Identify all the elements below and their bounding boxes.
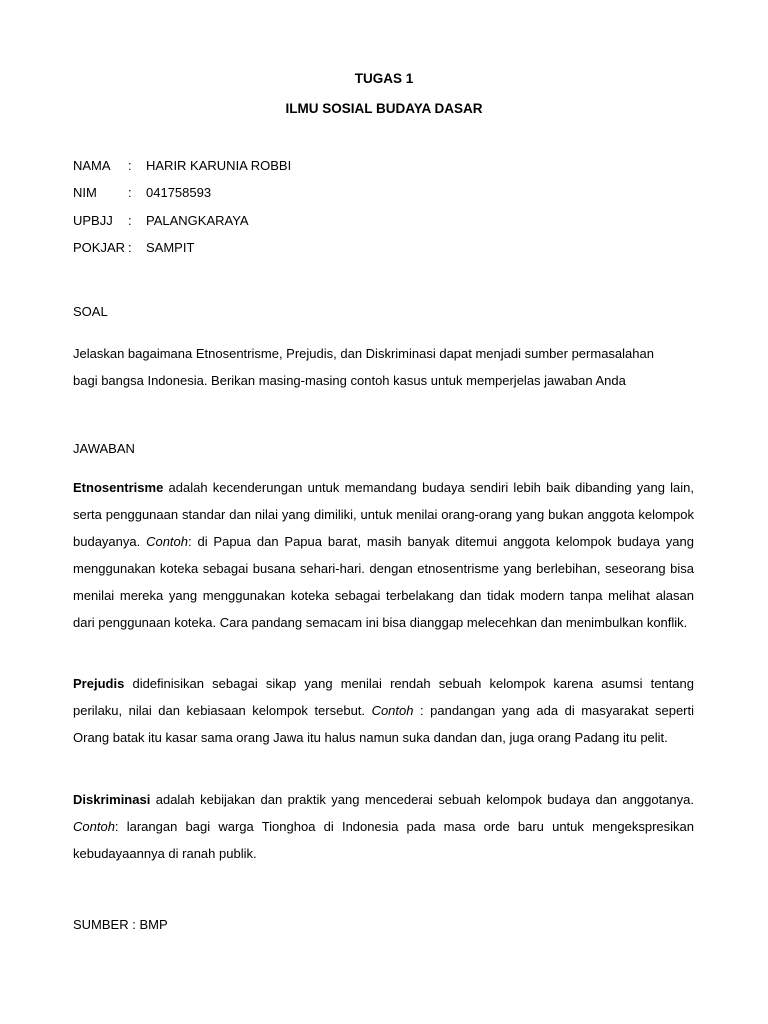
document-title: TUGAS 1: [354, 71, 414, 86]
soal-line: Jelaskan bagaimana Etnosentrisme, Prejudis, dan Diskriminasi dapat menjadi sumber permasalahan: [73, 346, 654, 361]
definition-text: adalah kebijakan dan praktik yang mencederai sebuah kelompok budaya dan anggotanya.: [150, 792, 694, 807]
paragraph-diskriminasi: [73, 786, 694, 867]
identity-colon: :: [128, 158, 132, 173]
identity-value: PALANGKARAYA: [146, 212, 249, 228]
identity-label: NAMA: [73, 158, 111, 173]
identity-colon: :: [128, 212, 132, 228]
document-subtitle: ILMU SOSIAL BUDAYA DASAR: [285, 101, 483, 116]
example-label: Contoh: [73, 819, 115, 834]
term-prejudis: Prejudis: [73, 676, 125, 691]
identity-label: POKJAR: [73, 239, 126, 255]
identity-colon: :: [128, 239, 132, 255]
identity-label: NIM: [73, 185, 97, 201]
example-text: : larangan bagi warga Tionghoa di Indonesia pada masa orde baru untuk mengekspresikan kebudayaannya di ranah publik.: [73, 819, 694, 861]
soal-heading: SOAL: [73, 304, 108, 319]
identity-row-nama: [73, 158, 291, 185]
example-label: Contoh: [371, 703, 414, 718]
identity-label: UPBJJ: [73, 212, 113, 228]
soal-text: [73, 340, 694, 394]
source-line: SUMBER : BMP: [73, 917, 168, 932]
identity-value: HARIR KARUNIA ROBBI: [146, 158, 292, 173]
definition-text: didefinisikan sebagai sikap yang menilai rendah sebuah kelompok karena asumsi tentang perilaku, nilai dan kebiasaan kelompok tersebut.: [73, 676, 694, 718]
identity-colon: :: [128, 185, 132, 201]
term-diskriminasi: Diskriminasi: [73, 792, 151, 807]
soal-line: bagi bangsa Indonesia. Berikan masing-masing contoh kasus untuk memperjelas jawaban Anda: [73, 373, 626, 388]
identity-value: 041758593: [146, 185, 212, 201]
example-text: : di Papua dan Papua barat, masih banyak ditemui anggota kelompok budaya yang menggunakan koteka sebagai busana sehari-hari. dengan etnosentrisme yang berlebihan, seseorang bisa menilai mereka yang menggunakan koteka sebagai terbelakang dan tidak modern tanpa melihat alasan dari penggunaan koteka. Cara pandang semacam ini bisa dianggap melecehkan dan menimbulkan konflik.: [73, 534, 694, 630]
identity-row-upbjj: [73, 213, 291, 240]
paragraph-prejudis: [73, 670, 694, 751]
term-etnosentrisme: Etnosentrisme: [73, 480, 164, 495]
identity-row-pokjar: [73, 240, 291, 267]
example-text: : pandangan yang ada di masyarakat seperti Orang batak itu kasar sama orang Jawa itu halus namun suka dandan dan, juga orang Padang itu pelit.: [73, 703, 694, 745]
identity-value: SAMPIT: [146, 239, 195, 255]
definition-text: adalah kecenderungan untuk memandang budaya sendiri lebih baik dibanding yang lain, serta penggunaan standar dan nilai yang dimiliki, untuk menilai orang-orang yang bukan anggota kelompok budayanya.: [73, 480, 694, 549]
paragraph-etnosentrisme: [73, 474, 694, 636]
identity-block: [73, 158, 291, 267]
jawaban-heading: JAWABAN: [73, 441, 135, 456]
example-label: Contoh: [146, 534, 188, 549]
identity-row-nim: [73, 185, 291, 212]
